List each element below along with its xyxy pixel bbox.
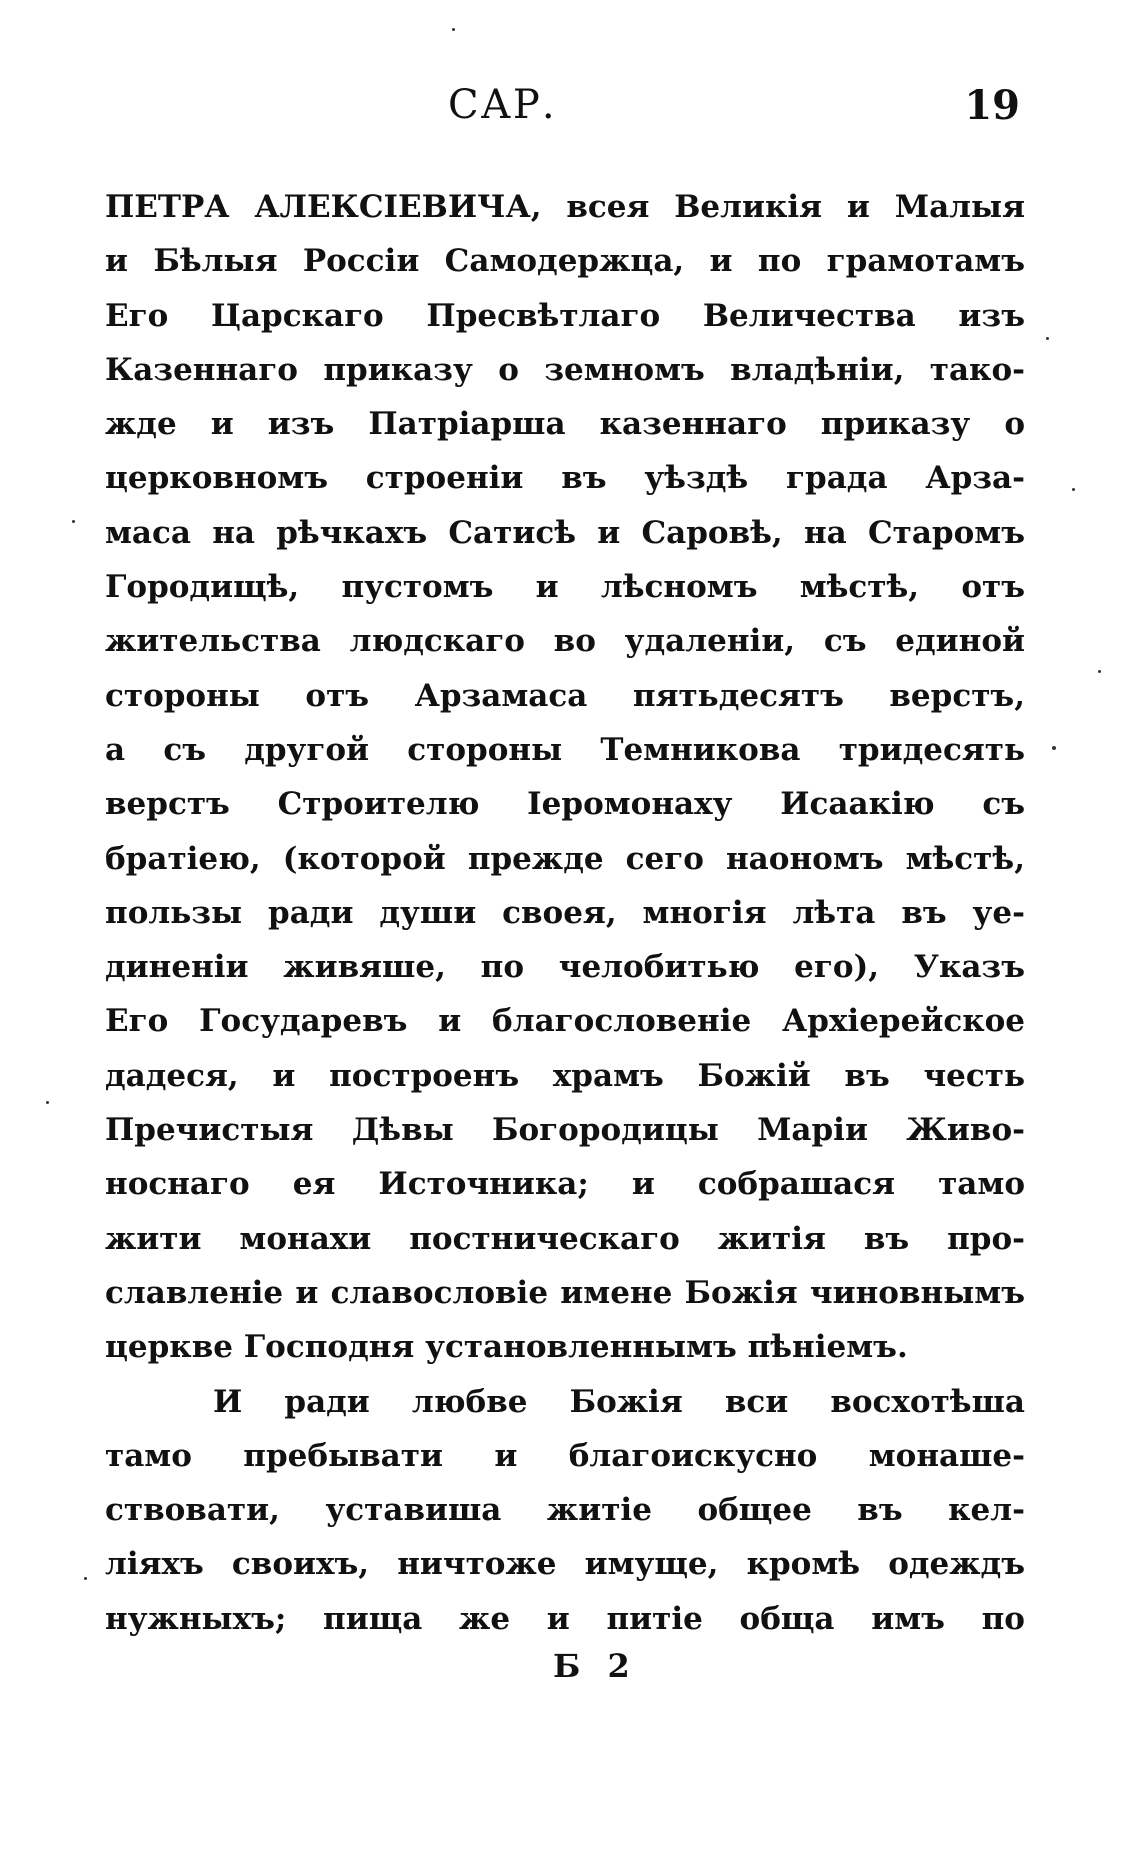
text-line: и Бѣлыя Россiи Самодержца, и по грамотамъ xyxy=(105,243,1025,280)
scan-speck xyxy=(1072,488,1075,491)
text-line: ПЕТРА АЛЕКСIЕВИЧА, всея Великiя и Малыя xyxy=(105,189,1025,225)
scan-speck xyxy=(1046,337,1049,340)
text-line: Городищѣ, пустомъ и лѣсномъ мѣстѣ, отъ xyxy=(105,569,1025,606)
running-head: САР. xyxy=(448,82,557,128)
text-line: носнаго ея Источника; и собрашася тамо xyxy=(105,1166,1025,1203)
signature-mark: Б 2 xyxy=(553,1647,638,1685)
scan-speck xyxy=(452,28,455,31)
scan-speck xyxy=(46,1101,49,1104)
scan-speck xyxy=(1098,670,1101,673)
text-line: тамо пребывати и благоискусно монаше- xyxy=(105,1437,1025,1474)
body-text xyxy=(105,180,1025,1646)
text-line: ствовати, уставиша житiе общее въ кел- xyxy=(105,1492,1025,1529)
text-line: лiяхъ своихъ, ничтоже имуще, кромѣ одеждъ xyxy=(105,1546,1025,1583)
text-line: верстъ Строителю Iеромонаху Исаакiю съ xyxy=(105,786,1025,823)
text-line: дадеся, и построенъ храмъ Божiй въ честь xyxy=(105,1057,1025,1094)
text-line: церковномъ строенiи въ уѣздѣ града Арза- xyxy=(105,460,1025,497)
text-line: братiею, (которой прежде сего наономъ мѣстѣ, xyxy=(105,840,1025,877)
page-header xyxy=(100,82,1020,132)
text-line: И ради любве Божiя вси восхотѣша xyxy=(213,1383,1025,1420)
scan-speck xyxy=(72,520,75,523)
text-line: Пречистыя Дѣвы Богородицы Марiи Живо- xyxy=(105,1112,1025,1149)
text-line: жде и изъ Патрiарша казеннаго приказу о xyxy=(105,406,1025,443)
text-line: Казеннаго приказу о земномъ владѣнiи, тако- xyxy=(105,351,1025,388)
text-line: а съ другой стороны Темникова тридесять xyxy=(105,731,1025,768)
text-line: Его Государевъ и благословенiе Архiерейское xyxy=(105,1003,1025,1040)
text-line: пользы ради души своея, многiя лѣта въ уе- xyxy=(105,894,1025,931)
text-line: жити монахи постническаго житiя въ про- xyxy=(105,1220,1025,1257)
text-line: Его Царскаго Пресвѣтлаго Величества изъ xyxy=(105,297,1025,334)
scan-speck xyxy=(1052,746,1056,750)
text-line: жительства людскаго во удаленiи, съ единой xyxy=(105,623,1025,660)
text-line: церкве Господня установленнымъ пѣнiемъ. xyxy=(105,1329,908,1366)
page-number: 19 xyxy=(964,82,1020,129)
text-line: стороны отъ Арзамаса пятьдесятъ верстъ, xyxy=(105,677,1025,714)
text-line: славленiе и славословiе имене Божiя чиновнымъ xyxy=(105,1274,1025,1311)
text-line: маса на рѣчкахъ Сатисѣ и Саровѣ, на Старомъ xyxy=(105,514,1025,551)
scan-speck xyxy=(84,1577,87,1580)
text-line: диненiи живяше, по челобитью его), Указъ xyxy=(105,949,1025,986)
text-line: нужныхъ; пища же и питiе обща имъ по xyxy=(105,1600,1025,1637)
